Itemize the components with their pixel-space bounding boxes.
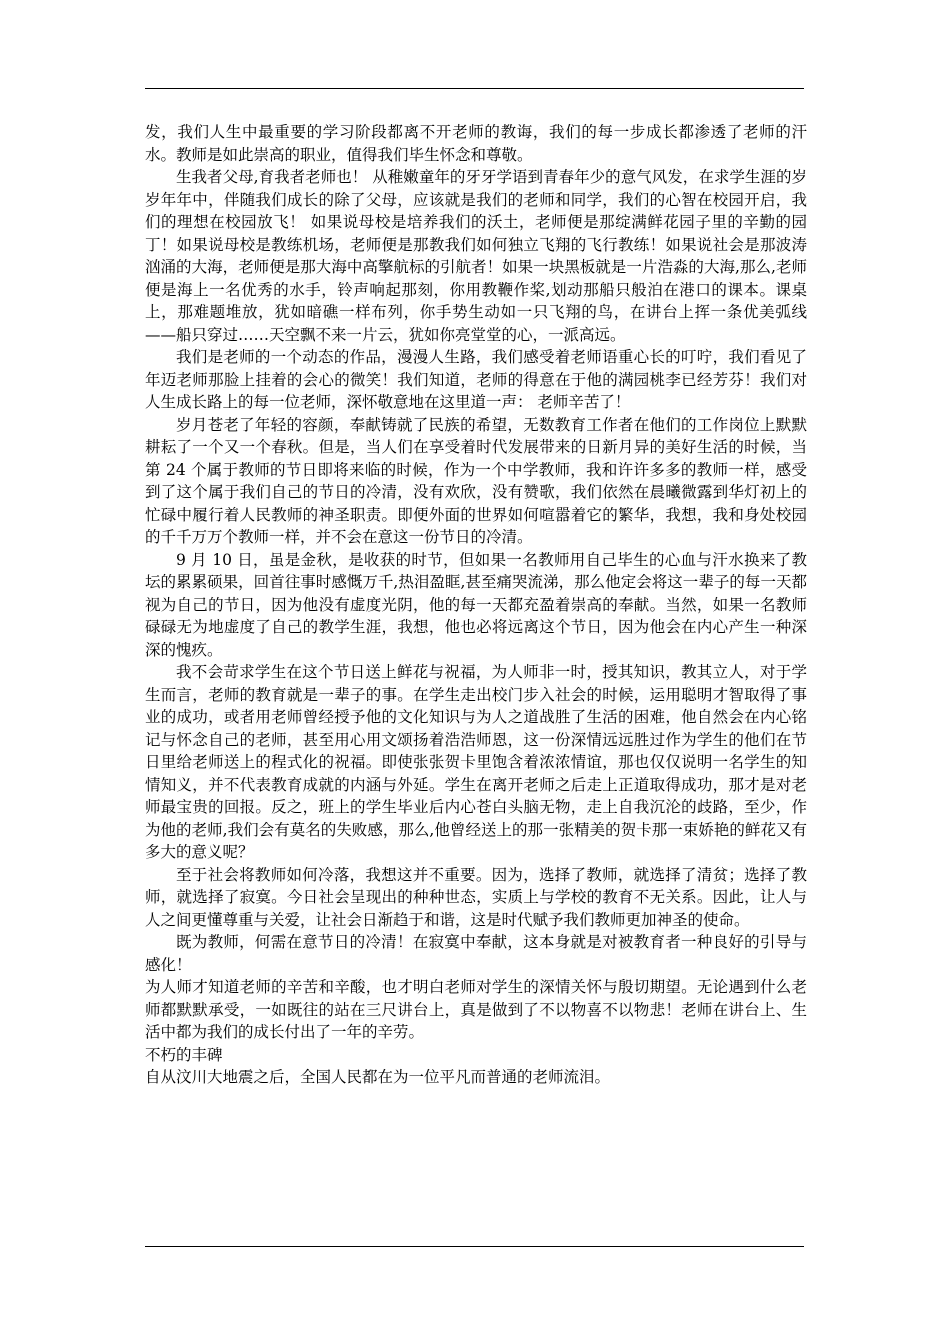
footer-rule xyxy=(145,1246,804,1247)
paragraph: 我不会苛求学生在这个节日送上鲜花与祝福，为人师非一时，授其知识，教其立人，对于学生而言，老师的教育就是一辈子的事。在学生走出校门步入社会的时候，运用聪明才智取得了事业的成功，或者用老师曾经授予他的文化知识与为人之道战胜了生活的困难，他自然会在内心铭记与怀念自己的老师，甚至用心用文颂扬着浩浩师恩，这一份深情远远胜过作为学生的他们在节日里给老师送上的程式化的祝福。即使张张贺卡里饱含着浓浓情谊，那也仅仅说明一名学生的知情知义，并不代表教育成就的内涵与外延。学生在离开老师之后走上正道取得成功，那才是对老师最宝贵的回报。反之，班上的学生毕业后内心苍白头脑无物，走上自我沉沦的歧路，至少，作为他的老师,我们会有莫名的失败感，那么,他曾经送上的那一张精美的贺卡那一束娇艳的鲜花又有多大的意义呢？ xyxy=(145,663,807,861)
document-body xyxy=(145,121,807,1089)
paragraph: 岁月苍老了年轻的容颜，奉献铸就了民族的希望，无数教育工作者在他们的工作岗位上默默耕耘了一个又一个春秋。但是，当人们在享受着时代发展带来的日新月异的美好生活的时候，当第 24 个属于教师的节日即将来临的时候，作为一个中学教师，我和许许多多的教师一样，感受到了这个属于我们自己的节日的冷清，没有欢欣，没有赞歌，我们依然在晨曦微露到华灯初上的忙碌中履行着人民教师的神圣职责。即便外面的世界如何喧嚣着它的繁华，我想，我和身处校园的千千万万个教师一样，并不会在意这一份节日的冷清。 xyxy=(145,415,807,546)
paragraph: 至于社会将教师如何冷落，我想这并不重要。因为，选择了教师，就选择了清贫；选择了教师，就选择了寂寞。今日社会呈现出的种种世态，实质上与学校的教育不无关系。因此，让人与人之间更懂尊重与关爱，让社会日渐趋于和谐，这是时代赋予我们教师更加神圣的使命。 xyxy=(145,865,807,929)
paragraph: 9 月 10 日，虽是金秋，是收获的时节，但如果一名教师用自己毕生的心血与汗水换来了教坛的累累硕果，回首往事时感慨万千,热泪盈眶,甚至痛哭流涕，那么他定会将这一辈子的每一天都视为自己的节日，因为他没有虚度光阴，他的每一天都充盈着崇高的奉献。当然，如果一名教师碌碌无为地虚度了自己的教学生涯，我想，他也必将远离这个节日，因为他会在内心产生一种深深的愧疚。 xyxy=(145,550,807,659)
paragraph: 为人师才知道老师的辛苦和辛酸，也才明白老师对学生的深情关怀与殷切期望。无论遇到什么老师都默默承受，一如既往的站在三尺讲台上，真是做到了不以物喜不以物悲！老师在讲台上、生活中都为我们的成长付出了一年的辛劳。 xyxy=(145,978,807,1041)
section-heading: 不朽的丰碑 xyxy=(145,1045,223,1064)
paragraph: 既为教师，何需在意节日的冷清！在寂寞中奉献，这本身就是对被教育者一种良好的引导与感化！ xyxy=(145,933,807,974)
paragraph: 发，我们人生中最重要的学习阶段都离不开老师的教诲，我们的每一步成长都渗透了老师的汗水。教师是如此崇高的职业，值得我们毕生怀念和尊敬。 xyxy=(145,123,807,164)
paragraph: 我们是老师的一个动态的作品，漫漫人生路，我们感受着老师语重心长的叮咛，我们看见了年迈老师那脸上挂着的会心的微笑！我们知道，老师的得意在于他的满园桃李已经芳芬！我们对人生成长路上的每一位老师，深怀敬意地在这里道一声： 老师辛苦了！ xyxy=(145,348,807,411)
header-rule xyxy=(145,88,804,89)
paragraph: 生我者父母,育我者老师也！ 从稚嫩童年的牙牙学语到青春年少的意气风发，在求学生涯的岁岁年年中，伴随我们成长的除了父母，应该就是我们的老师和同学，我们的心智在校园开启，我们的理想在校园放飞！ 如果说母校是培养我们的沃土，老师便是那绽满鲜花园子里的辛勤的园丁！如果说母校是教练机场，老师便是那教我们如何独立飞翔的飞行教练！如果说社会是那波涛汹涌的大海，老师便是那大海中高擎航标的引航者！如果一块黑板就是一片浩淼的大海,那么,老师便是海上一名优秀的水手，铃声响起那刻，你用教鞭作桨,划动那船只般泊在港口的课本。课桌上，那难题堆放，犹如暗礁一样布列，你手势生动如一只飞翔的鸟，在讲台上挥一条优美弧线——船只穿过……天空飘不来一片云，犹如你亮堂堂的心，一派高远。 xyxy=(145,168,807,344)
paragraph: 自从汶川大地震之后，全国人民都在为一位平凡而普通的老师流泪。 xyxy=(145,1068,611,1086)
